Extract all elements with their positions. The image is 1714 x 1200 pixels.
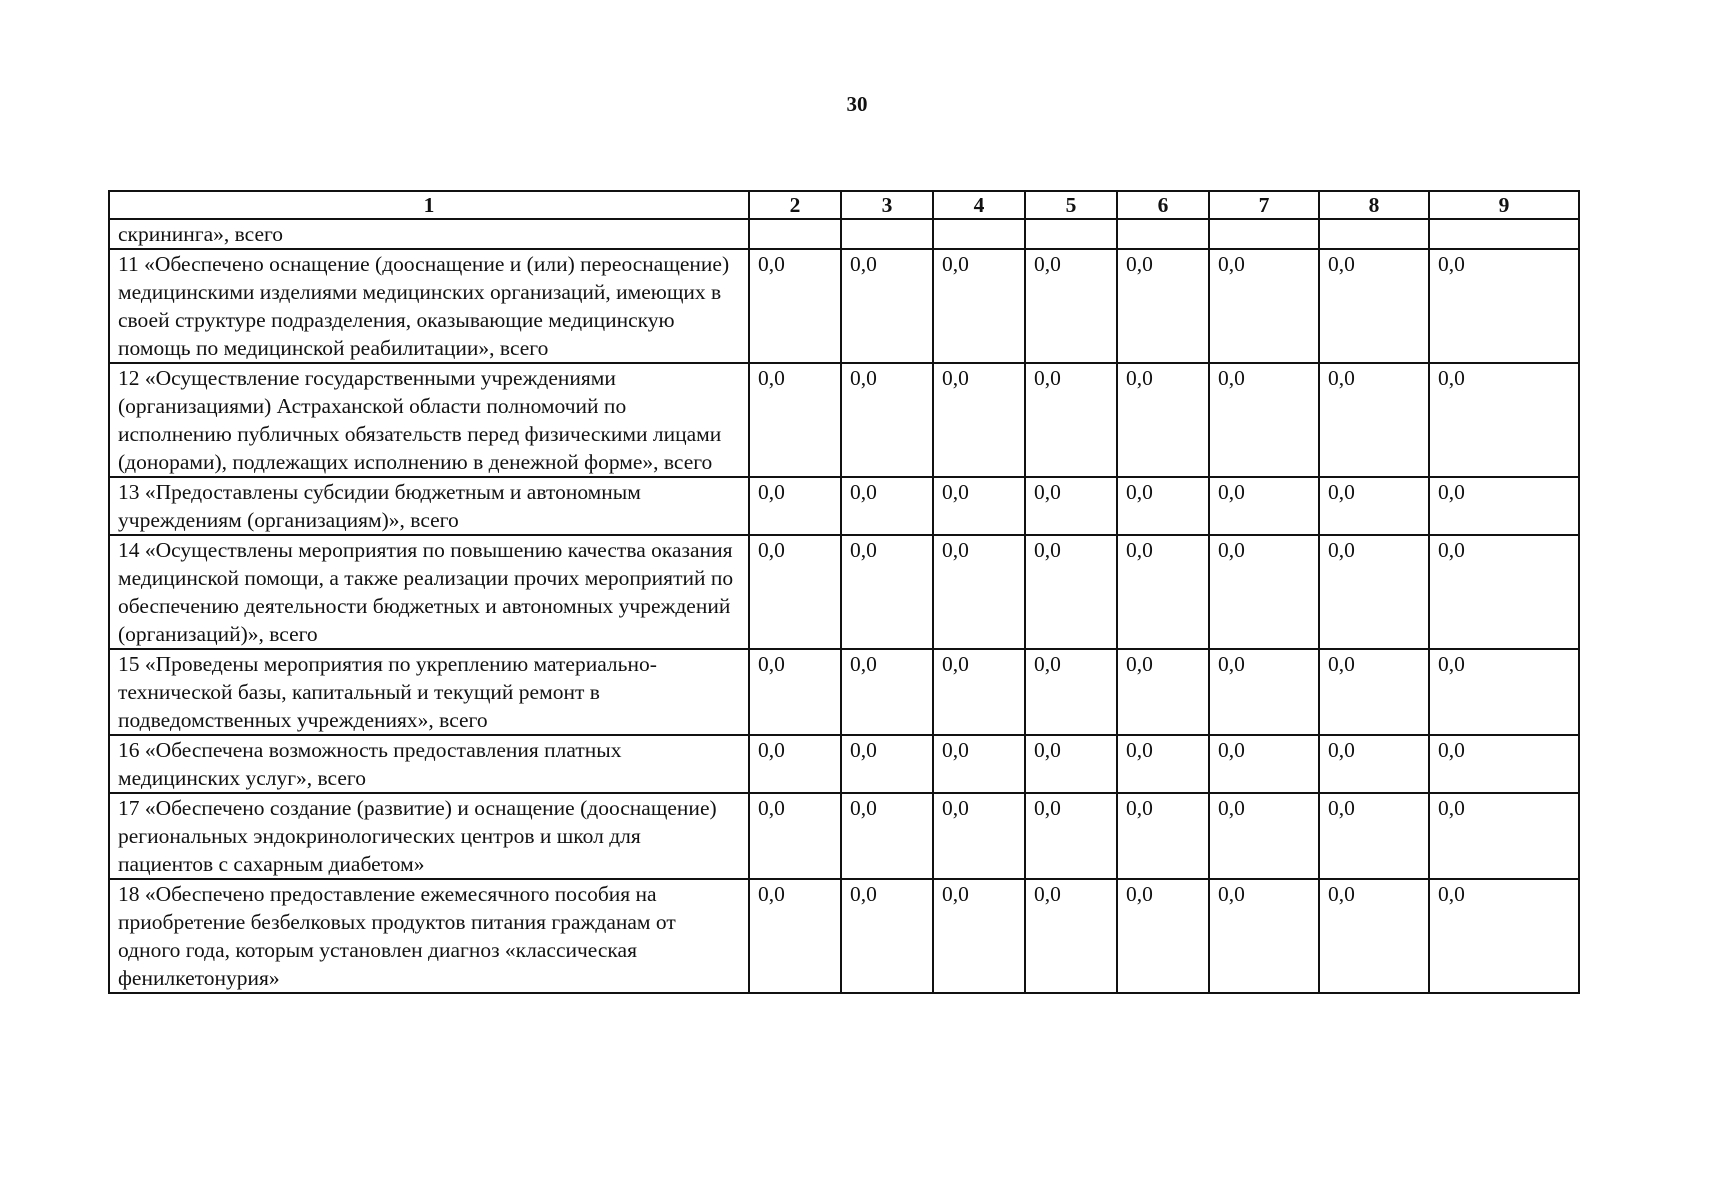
value-cell: 0,0	[1319, 793, 1429, 879]
value-cell: 0,0	[841, 535, 933, 649]
table-row	[109, 879, 1579, 993]
value-cell: 0,0	[1117, 649, 1209, 735]
value-cell: 0,0	[1209, 249, 1319, 363]
value-cell: 0,0	[1429, 477, 1579, 535]
column-header: 9	[1429, 191, 1579, 219]
row-label: 18 «Обеспечено предоставление ежемесячного пособия на приобретение безбелковых продуктов питания гражданам от одного года, которым установлен диагноз «классическая фенилкетонурия»	[109, 879, 749, 993]
value-cell: 0,0	[1025, 649, 1117, 735]
value-cell: 0,0	[749, 477, 841, 535]
table-row	[109, 535, 1579, 649]
value-cell: 0,0	[1025, 879, 1117, 993]
row-label: 13 «Предоставлены субсидии бюджетным и автономным учреждениям (организациям)», всего	[109, 477, 749, 535]
value-cell: 0,0	[1429, 363, 1579, 477]
column-header: 5	[1025, 191, 1117, 219]
row-label: 11 «Обеспечено оснащение (дооснащение и (или) переоснащение) медицинскими изделиями медицинских организаций, имеющих в своей структуре подразделения, оказывающие медицинскую помощь по медицинской реабилитации», всего	[109, 249, 749, 363]
value-cell: 0,0	[749, 249, 841, 363]
value-cell: 0,0	[933, 793, 1025, 879]
value-cell	[1209, 219, 1319, 249]
value-cell: 0,0	[841, 649, 933, 735]
value-cell: 0,0	[841, 363, 933, 477]
value-cell: 0,0	[1117, 793, 1209, 879]
value-cell: 0,0	[1025, 477, 1117, 535]
value-cell	[1429, 219, 1579, 249]
value-cell: 0,0	[1319, 363, 1429, 477]
value-cell	[1025, 219, 1117, 249]
value-cell	[841, 219, 933, 249]
value-cell: 0,0	[841, 735, 933, 793]
value-cell: 0,0	[1319, 649, 1429, 735]
table-row	[109, 793, 1579, 879]
value-cell: 0,0	[749, 535, 841, 649]
column-header: 1	[109, 191, 749, 219]
value-cell: 0,0	[1025, 735, 1117, 793]
value-cell	[1117, 219, 1209, 249]
column-header: 6	[1117, 191, 1209, 219]
value-cell: 0,0	[1209, 477, 1319, 535]
value-cell: 0,0	[933, 363, 1025, 477]
column-header: 3	[841, 191, 933, 219]
column-header: 4	[933, 191, 1025, 219]
value-cell: 0,0	[749, 879, 841, 993]
table-row	[109, 477, 1579, 535]
value-cell: 0,0	[1319, 535, 1429, 649]
value-cell: 0,0	[933, 879, 1025, 993]
value-cell: 0,0	[1117, 535, 1209, 649]
column-header: 7	[1209, 191, 1319, 219]
value-cell: 0,0	[933, 249, 1025, 363]
value-cell: 0,0	[749, 735, 841, 793]
value-cell: 0,0	[1025, 363, 1117, 477]
table-row	[109, 649, 1579, 735]
value-cell: 0,0	[749, 793, 841, 879]
value-cell: 0,0	[1319, 249, 1429, 363]
value-cell: 0,0	[933, 649, 1025, 735]
value-cell: 0,0	[1025, 793, 1117, 879]
value-cell: 0,0	[1209, 363, 1319, 477]
row-label: 16 «Обеспечена возможность предоставления платных медицинских услуг», всего	[109, 735, 749, 793]
value-cell: 0,0	[749, 363, 841, 477]
table-row	[109, 363, 1579, 477]
value-cell: 0,0	[749, 649, 841, 735]
value-cell: 0,0	[1209, 793, 1319, 879]
value-cell: 0,0	[1319, 735, 1429, 793]
row-label: 15 «Проведены мероприятия по укреплению материально-технической базы, капитальный и текущий ремонт в подведомственных учреждениях», всего	[109, 649, 749, 735]
value-cell: 0,0	[1117, 477, 1209, 535]
value-cell	[933, 219, 1025, 249]
value-cell: 0,0	[1117, 363, 1209, 477]
value-cell: 0,0	[1209, 649, 1319, 735]
value-cell: 0,0	[1117, 249, 1209, 363]
column-header: 8	[1319, 191, 1429, 219]
column-header: 2	[749, 191, 841, 219]
value-cell: 0,0	[1209, 735, 1319, 793]
value-cell: 0,0	[1429, 249, 1579, 363]
table-row	[109, 735, 1579, 793]
data-table	[108, 190, 1580, 994]
table-row	[109, 219, 1579, 249]
value-cell: 0,0	[933, 735, 1025, 793]
table-row	[109, 249, 1579, 363]
value-cell: 0,0	[841, 477, 933, 535]
value-cell: 0,0	[1319, 477, 1429, 535]
value-cell: 0,0	[1025, 249, 1117, 363]
value-cell: 0,0	[841, 879, 933, 993]
value-cell: 0,0	[1319, 879, 1429, 993]
value-cell: 0,0	[841, 793, 933, 879]
value-cell: 0,0	[933, 535, 1025, 649]
value-cell	[749, 219, 841, 249]
row-label: 17 «Обеспечено создание (развитие) и оснащение (дооснащение) региональных эндокринологических центров и школ для пациентов с сахарным диабетом»	[109, 793, 749, 879]
value-cell	[1319, 219, 1429, 249]
row-label: 12 «Осуществление государственными учреждениями (организациями) Астраханской области полномочий по исполнению публичных обязательств перед физическими лицами (донорами), подлежащих исполнению в денежной форме», всего	[109, 363, 749, 477]
value-cell: 0,0	[1429, 793, 1579, 879]
value-cell: 0,0	[1209, 879, 1319, 993]
page-number: 30	[846, 92, 868, 116]
value-cell: 0,0	[1429, 879, 1579, 993]
table-header-row	[109, 191, 1579, 219]
value-cell: 0,0	[841, 249, 933, 363]
value-cell: 0,0	[1117, 735, 1209, 793]
value-cell: 0,0	[1429, 535, 1579, 649]
value-cell: 0,0	[1117, 879, 1209, 993]
row-label: 14 «Осуществлены мероприятия по повышению качества оказания медицинской помощи, а также реализации прочих мероприятий по обеспечению деятельности бюджетных и автономных учреждений (организаций)», всего	[109, 535, 749, 649]
value-cell: 0,0	[1429, 735, 1579, 793]
value-cell: 0,0	[1429, 649, 1579, 735]
value-cell: 0,0	[933, 477, 1025, 535]
row-label: скрининга», всего	[109, 219, 749, 249]
value-cell: 0,0	[1025, 535, 1117, 649]
value-cell: 0,0	[1209, 535, 1319, 649]
